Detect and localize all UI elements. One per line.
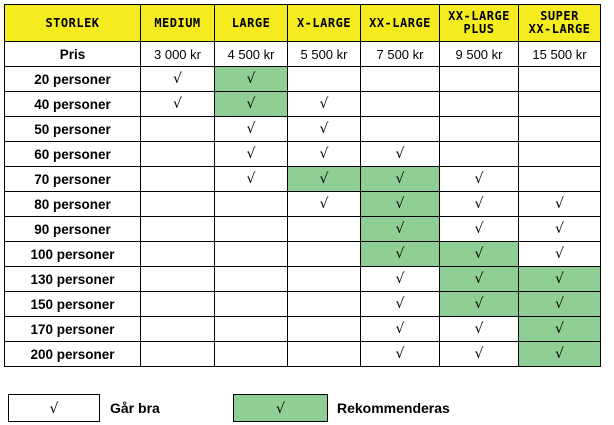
table-row bbox=[5, 192, 601, 217]
ok-cell bbox=[440, 342, 519, 367]
check-icon: √ bbox=[555, 196, 564, 212]
ok-cell bbox=[141, 67, 215, 92]
empty-cell bbox=[141, 217, 215, 242]
recommended-cell bbox=[519, 267, 601, 292]
empty-cell bbox=[215, 192, 288, 217]
ok-cell bbox=[361, 292, 440, 317]
empty-cell bbox=[440, 67, 519, 92]
legend bbox=[0, 394, 614, 422]
check-icon: √ bbox=[395, 221, 405, 237]
check-icon: √ bbox=[474, 296, 484, 312]
table-row bbox=[5, 242, 601, 267]
empty-cell bbox=[288, 267, 361, 292]
recommended-cell bbox=[519, 317, 601, 342]
column-header-size: MEDIUM bbox=[141, 5, 215, 42]
ok-cell bbox=[519, 242, 601, 267]
check-icon: √ bbox=[246, 71, 256, 87]
row-label: 150 personer bbox=[5, 292, 141, 317]
table-row bbox=[5, 267, 601, 292]
empty-cell bbox=[215, 342, 288, 367]
row-label: 90 personer bbox=[5, 217, 141, 242]
ok-cell bbox=[519, 217, 601, 242]
check-icon: √ bbox=[474, 171, 484, 187]
ok-cell bbox=[440, 167, 519, 192]
check-icon: √ bbox=[555, 271, 564, 287]
check-icon: √ bbox=[395, 196, 405, 212]
legend-ok-label: Går bra bbox=[110, 400, 160, 416]
empty-cell bbox=[141, 142, 215, 167]
row-label: 60 personer bbox=[5, 142, 141, 167]
check-icon: √ bbox=[173, 96, 182, 112]
row-label: 40 personer bbox=[5, 92, 141, 117]
table-row bbox=[5, 292, 601, 317]
empty-cell bbox=[440, 117, 519, 142]
check-icon: √ bbox=[555, 246, 564, 262]
check-icon: √ bbox=[395, 346, 405, 362]
empty-cell bbox=[519, 92, 601, 117]
recommended-cell bbox=[215, 92, 288, 117]
check-icon: √ bbox=[395, 321, 405, 337]
recommended-cell bbox=[519, 342, 601, 367]
size-table-wrapper bbox=[4, 4, 601, 367]
price-cell: 5 500 kr bbox=[288, 42, 361, 67]
empty-cell bbox=[361, 67, 440, 92]
check-icon: √ bbox=[319, 171, 329, 187]
check-icon: √ bbox=[49, 401, 59, 417]
check-icon: √ bbox=[474, 196, 484, 212]
table-row bbox=[5, 317, 601, 342]
empty-cell bbox=[288, 317, 361, 342]
empty-cell bbox=[519, 67, 601, 92]
ok-cell bbox=[361, 342, 440, 367]
check-icon: √ bbox=[474, 221, 484, 237]
header-row bbox=[5, 5, 601, 42]
check-icon: √ bbox=[474, 321, 484, 337]
check-icon: √ bbox=[555, 221, 564, 237]
check-icon: √ bbox=[474, 246, 484, 262]
check-icon: √ bbox=[319, 146, 329, 162]
empty-cell bbox=[141, 267, 215, 292]
empty-cell bbox=[361, 117, 440, 142]
empty-cell bbox=[519, 167, 601, 192]
empty-cell bbox=[141, 167, 215, 192]
price-cell: 9 500 kr bbox=[440, 42, 519, 67]
price-label: Pris bbox=[5, 42, 141, 67]
empty-cell bbox=[141, 342, 215, 367]
column-header-size: X-LARGE bbox=[288, 5, 361, 42]
check-icon: √ bbox=[555, 296, 564, 312]
ok-cell bbox=[519, 192, 601, 217]
ok-cell bbox=[141, 92, 215, 117]
column-header-size: XX-LARGE PLUS bbox=[440, 5, 519, 42]
row-label: 130 personer bbox=[5, 267, 141, 292]
column-header-storlek: STORLEK bbox=[5, 5, 141, 42]
check-icon: √ bbox=[395, 146, 405, 162]
row-label: 20 personer bbox=[5, 67, 141, 92]
recommended-cell bbox=[361, 192, 440, 217]
recommended-cell bbox=[361, 242, 440, 267]
price-cell: 15 500 kr bbox=[519, 42, 601, 67]
table-row bbox=[5, 92, 601, 117]
recommended-cell bbox=[288, 167, 361, 192]
row-label: 200 personer bbox=[5, 342, 141, 367]
check-icon: √ bbox=[319, 96, 329, 112]
ok-cell bbox=[288, 92, 361, 117]
check-icon: √ bbox=[246, 171, 256, 187]
ok-cell bbox=[361, 142, 440, 167]
empty-cell bbox=[440, 142, 519, 167]
ok-cell bbox=[440, 217, 519, 242]
table-row bbox=[5, 217, 601, 242]
empty-cell bbox=[288, 342, 361, 367]
column-header-size: XX-LARGE bbox=[361, 5, 440, 42]
check-icon: √ bbox=[246, 121, 256, 137]
recommended-cell bbox=[361, 167, 440, 192]
empty-cell bbox=[215, 267, 288, 292]
recommended-cell bbox=[215, 67, 288, 92]
check-icon: √ bbox=[173, 71, 182, 87]
ok-cell bbox=[440, 317, 519, 342]
check-icon: √ bbox=[555, 346, 564, 362]
table-row bbox=[5, 167, 601, 192]
ok-cell bbox=[215, 142, 288, 167]
row-label: 50 personer bbox=[5, 117, 141, 142]
recommended-cell bbox=[440, 267, 519, 292]
ok-cell bbox=[440, 192, 519, 217]
ok-cell bbox=[361, 317, 440, 342]
empty-cell bbox=[288, 292, 361, 317]
table-row bbox=[5, 142, 601, 167]
empty-cell bbox=[215, 217, 288, 242]
empty-cell bbox=[288, 217, 361, 242]
ok-cell bbox=[361, 267, 440, 292]
empty-cell bbox=[141, 292, 215, 317]
row-label: 80 personer bbox=[5, 192, 141, 217]
empty-cell bbox=[141, 242, 215, 267]
table-row bbox=[5, 67, 601, 92]
row-label: 170 personer bbox=[5, 317, 141, 342]
empty-cell bbox=[141, 117, 215, 142]
legend-recommended-swatch bbox=[233, 394, 328, 422]
empty-cell bbox=[141, 192, 215, 217]
check-icon: √ bbox=[395, 246, 405, 262]
empty-cell bbox=[141, 317, 215, 342]
check-icon: √ bbox=[395, 171, 405, 187]
size-table bbox=[4, 4, 601, 367]
check-icon: √ bbox=[474, 271, 484, 287]
ok-cell bbox=[288, 192, 361, 217]
check-icon: √ bbox=[319, 196, 329, 212]
check-icon: √ bbox=[246, 146, 256, 162]
check-icon: √ bbox=[395, 296, 405, 312]
row-label: 100 personer bbox=[5, 242, 141, 267]
empty-cell bbox=[361, 92, 440, 117]
check-icon: √ bbox=[395, 271, 405, 287]
ok-cell bbox=[288, 142, 361, 167]
price-cell: 7 500 kr bbox=[361, 42, 440, 67]
row-label: 70 personer bbox=[5, 167, 141, 192]
check-icon: √ bbox=[319, 121, 329, 137]
empty-cell bbox=[519, 117, 601, 142]
price-cell: 4 500 kr bbox=[215, 42, 288, 67]
empty-cell bbox=[215, 242, 288, 267]
recommended-cell bbox=[361, 217, 440, 242]
ok-cell bbox=[288, 117, 361, 142]
column-header-size: LARGE bbox=[215, 5, 288, 42]
empty-cell bbox=[288, 242, 361, 267]
empty-cell bbox=[519, 142, 601, 167]
recommended-cell bbox=[440, 242, 519, 267]
legend-recommended-label: Rekommenderas bbox=[337, 400, 450, 416]
column-header-size: SUPER XX-LARGE bbox=[519, 5, 601, 42]
empty-cell bbox=[440, 92, 519, 117]
check-icon: √ bbox=[474, 346, 484, 362]
table-row bbox=[5, 117, 601, 142]
empty-cell bbox=[215, 292, 288, 317]
check-icon: √ bbox=[276, 401, 285, 417]
empty-cell bbox=[215, 317, 288, 342]
recommended-cell bbox=[440, 292, 519, 317]
table-row bbox=[5, 342, 601, 367]
ok-cell bbox=[215, 117, 288, 142]
empty-cell bbox=[288, 67, 361, 92]
price-row bbox=[5, 42, 601, 67]
check-icon: √ bbox=[246, 96, 256, 112]
price-cell: 3 000 kr bbox=[141, 42, 215, 67]
ok-cell bbox=[215, 167, 288, 192]
check-icon: √ bbox=[555, 321, 564, 337]
legend-ok-swatch bbox=[8, 394, 100, 422]
recommended-cell bbox=[519, 292, 601, 317]
